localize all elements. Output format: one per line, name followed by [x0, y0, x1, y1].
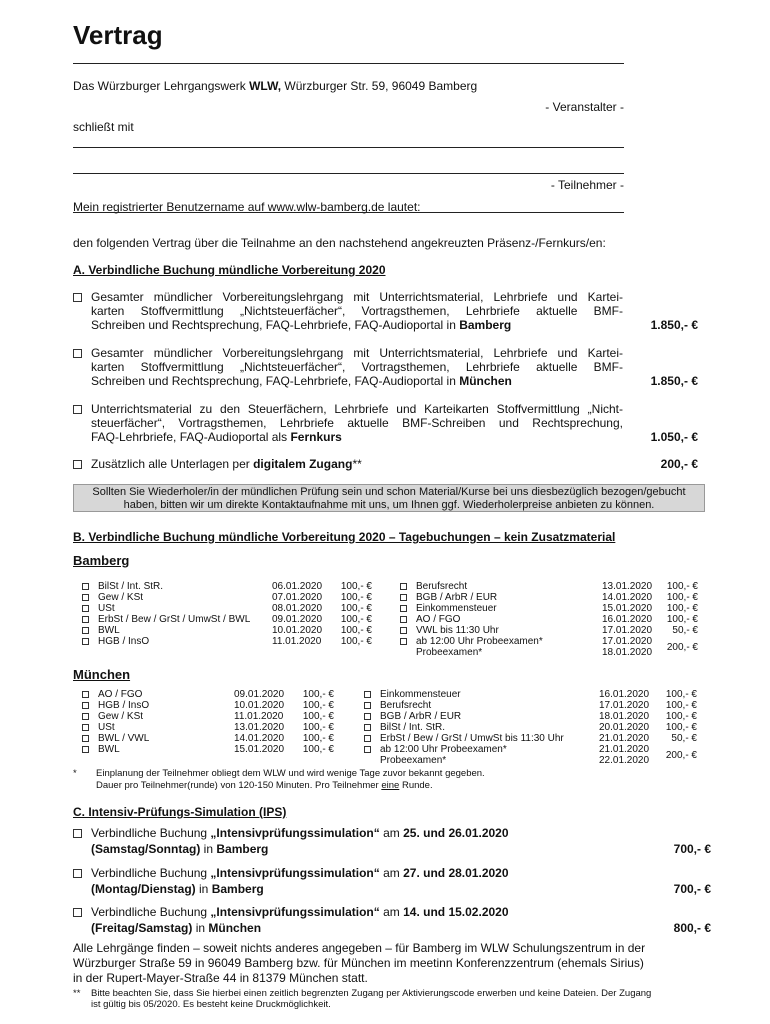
day-date: 18.01.2020	[599, 711, 650, 722]
digital-bold: digitalem Zugang	[253, 457, 353, 471]
day-subject: BWL	[98, 625, 120, 636]
day-row	[400, 603, 700, 614]
ips-dates: 14. und 15.02.2020	[403, 905, 509, 919]
day-checkbox[interactable]	[400, 627, 407, 634]
ips-text: Verbindliche Buchung	[91, 866, 211, 880]
item-line: Unterrichtsmaterial zu den Steuerfächern, Lehrbriefe und Karteikarten Stoffvermittlung „Nicht-	[91, 402, 623, 416]
ips-place: Bamberg	[211, 882, 264, 896]
day-date: 16.01.2020	[599, 689, 650, 700]
day-price: 100,- €	[340, 625, 372, 636]
ips-days: (Montag/Dienstag)	[91, 882, 196, 896]
day-date: 17.01.2020	[599, 700, 650, 711]
ips-place: München	[208, 921, 262, 935]
day-price: 100,- €	[302, 700, 334, 711]
day-date: 06.01.2020	[272, 581, 323, 592]
closes-with: schließt mit	[73, 120, 134, 134]
day-checkbox[interactable]	[82, 605, 89, 612]
day-checkbox[interactable]	[364, 724, 371, 731]
day-date: 08.01.2020	[272, 603, 323, 614]
day-date: 15.01.2020	[602, 603, 653, 614]
ips-price: 800,- €	[673, 921, 711, 935]
muenchen-heading: München	[73, 667, 131, 682]
organizer-pre: Das Würzburger Lehrgangswerk	[73, 79, 250, 93]
day-subject: HGB / InsO	[98, 636, 150, 647]
username-line[interactable]	[73, 212, 624, 213]
footnote-text: Runde.	[399, 780, 433, 791]
day-row	[82, 603, 372, 614]
participant-line-2[interactable]	[73, 173, 624, 174]
ips-dates: 27. und 28.01.2020	[403, 866, 509, 880]
day-checkbox[interactable]	[364, 713, 371, 720]
digital-text: Zusätzlich alle Unterlagen per	[91, 457, 254, 471]
day-price: 100,- €	[340, 592, 372, 603]
day-row	[364, 689, 699, 700]
item-line	[91, 430, 342, 444]
ips-name: „Intensivprüfungssimulation“	[210, 905, 380, 919]
checkbox-c3[interactable]	[73, 908, 82, 917]
day-price: 50,- €	[672, 625, 698, 636]
checkbox-a1[interactable]	[73, 293, 82, 302]
day-price: 100,- €	[340, 603, 372, 614]
ips-days: (Samstag/Sonntag)	[91, 842, 201, 856]
section-b-heading: B. Verbindliche Buchung mündliche Vorbereitung 2020 – Tagebuchungen – kein Zusatzmaterial	[73, 530, 616, 544]
day-checkbox[interactable]	[400, 605, 407, 612]
ips-name: „Intensivprüfungssimulation“	[210, 826, 380, 840]
day-checkbox[interactable]	[82, 746, 89, 753]
ips-text: am	[379, 866, 404, 880]
item-line: karten Stoffvermittlung „Nichtsteuerfächer“, Vortragsthemen, Lehrbriefe aktuelle BMF-	[91, 360, 623, 374]
day-price: 100,- €	[302, 689, 334, 700]
section-a-heading: A. Verbindliche Buchung mündliche Vorbereitung 2020	[73, 263, 386, 277]
day-checkbox[interactable]	[82, 691, 89, 698]
day-row	[82, 689, 337, 700]
day-price: 100,- €	[302, 722, 334, 733]
exam-row	[364, 744, 699, 766]
footnote2-star: **	[73, 988, 81, 999]
ips-text: in	[200, 842, 217, 856]
ips-dates: 25. und 26.01.2020	[403, 826, 509, 840]
day-date: 15.01.2020	[234, 744, 285, 755]
day-date: 21.01.2020	[599, 733, 650, 744]
day-date: 13.01.2020	[234, 722, 285, 733]
item-line: Gesamter mündlicher Vorbereitungslehrgang mit Unterrichtsmaterial, Lehrbriefe und Kartei-	[91, 346, 623, 360]
day-row	[82, 581, 372, 592]
day-subject: Einkommensteuer	[416, 603, 497, 614]
day-checkbox[interactable]	[82, 702, 89, 709]
day-row	[82, 636, 372, 647]
day-checkbox[interactable]	[400, 594, 407, 601]
day-checkbox[interactable]	[400, 616, 407, 623]
footnote-text: Dauer pro Teilnehmer(runde) von 120-150 Minuten. Pro Teilnehmer	[96, 780, 382, 791]
day-date: 16.01.2020	[602, 614, 653, 625]
day-date: 07.01.2020	[272, 592, 323, 603]
item-place: München	[459, 374, 512, 388]
day-price: 100,- €	[340, 614, 372, 625]
day-row	[82, 700, 337, 711]
digital-mark: **	[352, 457, 362, 471]
item-price: 1.850,- €	[650, 374, 698, 388]
ips-text: Verbindliche Buchung	[91, 905, 211, 919]
item-price: 1.050,- €	[650, 430, 698, 444]
divider	[73, 63, 624, 64]
day-row	[82, 733, 337, 744]
day-date: 11.01.2020	[234, 711, 284, 722]
checkbox-c2[interactable]	[73, 869, 82, 878]
ips-text: Verbindliche Buchung	[91, 826, 211, 840]
footnote2-line: ist gültig bis 05/2020. Es besteht keine Druckmöglichkeit.	[91, 999, 331, 1010]
bamberg-heading: Bamberg	[73, 553, 130, 568]
exam-subject: Probeexamen*	[380, 755, 447, 766]
day-date: 09.01.2020	[272, 614, 323, 625]
item-line	[91, 318, 511, 332]
footnote2-text	[91, 988, 716, 1010]
day-price: 100,- €	[666, 581, 698, 592]
day-row	[364, 700, 699, 711]
venues-text	[73, 941, 713, 986]
day-subject: BWL / VWL	[98, 733, 150, 744]
day-subject: Gew / KSt	[98, 711, 144, 722]
day-date: 20.01.2020	[599, 722, 650, 733]
venues-line: Würzburger Straße 59 in 96049 Bamberg bzw. für München im meetinn Konferenzzentrum (ehemals Sirius)	[73, 956, 644, 970]
checkbox-a2[interactable]	[73, 349, 82, 358]
item-line: steuerfächer“, Vortragsthemen, Lehrbriefe aktuelle BMF-Schreiben und Rechtsprechung,	[91, 416, 623, 430]
day-checkbox[interactable]	[82, 594, 89, 601]
ips-place: Bamberg	[216, 842, 269, 856]
checkbox-c1[interactable]	[73, 829, 82, 838]
checkbox-digital[interactable]	[73, 460, 82, 469]
exam-date: 22.01.2020	[599, 755, 650, 766]
day-row	[400, 614, 700, 625]
footnote-underlined: eine	[381, 780, 400, 791]
day-date: 14.01.2020	[602, 592, 653, 603]
exam-date: 21.01.2020	[599, 744, 650, 755]
day-row	[82, 625, 372, 636]
section-c-heading: C. Intensiv-Prüfungs-Simulation (IPS)	[73, 805, 287, 819]
exam-checkbox[interactable]	[400, 638, 407, 645]
day-price: 100,- €	[302, 744, 334, 755]
item-place: Fernkurs	[290, 430, 342, 444]
day-row	[82, 744, 337, 755]
day-checkbox[interactable]	[364, 691, 371, 698]
day-row	[400, 592, 700, 603]
day-subject: ErbSt / Bew / GrSt / UmwSt bis 11:30 Uhr	[380, 733, 564, 744]
item-line	[91, 374, 512, 388]
day-subject: BGB / ArbR / EUR	[380, 711, 462, 722]
organizer-role: - Veranstalter -	[545, 100, 624, 114]
day-subject: BWL	[98, 744, 120, 755]
day-subject: BGB / ArbR / EUR	[416, 592, 498, 603]
username-label: Mein registrierter Benutzername auf www.wlw-bamberg.de lautet:	[73, 200, 421, 214]
digital-price: 200,- €	[660, 457, 698, 471]
day-subject: HGB / InsO	[98, 700, 150, 711]
item-text: Schreiben und Rechtsprechung, FAQ-Lehrbriefe, FAQ-Audioportal in	[91, 318, 460, 332]
day-subject: Berufsrecht	[380, 700, 432, 711]
exam-date: 17.01.2020	[602, 636, 653, 647]
day-checkbox[interactable]	[82, 713, 89, 720]
organizer-name: WLW,	[249, 79, 282, 93]
exam-subject: Probeexamen*	[416, 647, 483, 658]
footnote-star: *	[73, 768, 77, 779]
item-line: Gesamter mündlicher Vorbereitungslehrgang mit Unterrichtsmaterial, Lehrbriefe und Kartei-	[91, 290, 623, 304]
day-date: 11.01.2020	[272, 636, 322, 647]
day-checkbox[interactable]	[82, 583, 89, 590]
day-date: 10.01.2020	[234, 700, 285, 711]
venues-line: Alle Lehrgänge finden – soweit nichts anderes angegeben – für Bamberg im WLW Schulungszentrum in der	[73, 941, 646, 955]
day-price: 100,- €	[340, 581, 372, 592]
day-checkbox[interactable]	[400, 583, 407, 590]
day-date: 13.01.2020	[602, 581, 653, 592]
participant-role: - Teilnehmer -	[550, 178, 624, 192]
day-subject: Berufsrecht	[416, 581, 468, 592]
day-row	[82, 592, 372, 603]
day-price: 100,- €	[666, 614, 698, 625]
day-row	[82, 722, 337, 733]
day-row	[82, 711, 337, 722]
day-row	[364, 711, 699, 722]
exam-date: 18.01.2020	[602, 647, 653, 658]
note-line: Sollten Sie Wiederholer/in der mündlichen Prüfung sein und schon Material/Kurse bei uns diesbezüglich bezogen/gebucht	[92, 486, 686, 498]
day-price: 100,- €	[665, 722, 697, 733]
ips-days: (Freitag/Samstag)	[91, 921, 193, 935]
checkbox-a3[interactable]	[73, 405, 82, 414]
day-subject: AO / FGO	[416, 614, 461, 625]
day-date: 10.01.2020	[272, 625, 323, 636]
day-subject: BilSt / Int. StR.	[380, 722, 446, 733]
day-row	[364, 733, 699, 744]
day-subject: USt	[98, 722, 115, 733]
page-title: Vertrag	[73, 20, 163, 50]
day-row	[82, 614, 372, 625]
exam-checkbox[interactable]	[364, 746, 371, 753]
exam-subject: ab 12:00 Uhr Probeexamen*	[380, 744, 507, 755]
day-subject: ErbSt / Bew / GrSt / UmwSt / BWL	[98, 614, 251, 625]
ips-text: in	[195, 882, 212, 896]
venues-line: in der Rupert-Mayer-Straße 44 in 81379 München statt.	[73, 971, 368, 985]
day-price: 100,- €	[302, 711, 334, 722]
day-price: 100,- €	[665, 700, 697, 711]
item-place: Bamberg	[459, 318, 512, 332]
day-row	[364, 722, 699, 733]
ips-price: 700,- €	[673, 882, 711, 896]
participant-line-1[interactable]	[73, 147, 624, 148]
footnote2-line: Bitte beachten Sie, dass Sie hierbei einen zeitlich begrenzten Zugang per Aktivierungscode erwerben und keine Dateien. Der Zugang	[91, 988, 652, 999]
day-subject: AO / FGO	[98, 689, 143, 700]
day-price: 100,- €	[666, 603, 698, 614]
day-row	[400, 625, 700, 636]
day-price: 100,- €	[340, 636, 372, 647]
organizer-address: Würzburger Str. 59, 96049 Bamberg	[281, 79, 478, 93]
item-line: karten Stoffvermittlung „Nichtsteuerfächer“, Vortragsthemen, Lehrbriefe aktuelle BMF-	[91, 304, 623, 318]
day-checkbox[interactable]	[364, 702, 371, 709]
ips-name: „Intensivprüfungssimulation“	[210, 866, 380, 880]
note-line: haben, bitten wir um direkte Kontaktaufnahme mit uns, um Ihnen ggf. Wiederholerpreise anbieten zu können.	[123, 499, 655, 511]
item-price: 1.850,- €	[650, 318, 698, 332]
day-subject: Einkommensteuer	[380, 689, 461, 700]
item-text: Schreiben und Rechtsprechung, FAQ-Lehrbriefe, FAQ-Audioportal in	[91, 374, 460, 388]
footnote-line	[96, 780, 433, 791]
day-date: 09.01.2020	[234, 689, 285, 700]
day-checkbox[interactable]	[82, 627, 89, 634]
organizer-line	[73, 79, 477, 93]
day-checkbox[interactable]	[82, 638, 89, 645]
day-checkbox[interactable]	[364, 735, 371, 742]
item-text: FAQ-Lehrbriefe, FAQ-Audioportal als	[91, 430, 291, 444]
day-subject: VWL bis 11:30 Uhr	[416, 625, 499, 636]
day-row	[400, 581, 700, 592]
day-price: 50,- €	[671, 733, 697, 744]
day-checkbox[interactable]	[82, 735, 89, 742]
intro-text: den folgenden Vertrag über die Teilnahme an den nachstehend angekreuzten Präsenz-/Fernkurs/en:	[73, 236, 606, 250]
ips-text: in	[192, 921, 209, 935]
day-date: 14.01.2020	[234, 733, 285, 744]
day-price: 100,- €	[665, 711, 697, 722]
day-date: 17.01.2020	[602, 625, 653, 636]
day-subject: BilSt / Int. StR.	[98, 581, 164, 592]
footnote-line: Einplanung der Teilnehmer obliegt dem WLW und wird wenige Tage zuvor bekannt gegeben.	[96, 768, 485, 779]
exam-price: 200,- €	[666, 642, 698, 653]
ips-price: 700,- €	[673, 842, 711, 856]
ips-text: am	[379, 826, 404, 840]
day-subject: USt	[98, 603, 115, 614]
exam-price: 200,- €	[665, 750, 697, 761]
day-subject: Gew / KSt	[98, 592, 144, 603]
ips-text: am	[379, 905, 404, 919]
day-checkbox[interactable]	[82, 724, 89, 731]
day-price: 100,- €	[665, 689, 697, 700]
day-price: 100,- €	[666, 592, 698, 603]
exam-subject: ab 12:00 Uhr Probeexamen*	[416, 636, 543, 647]
exam-row	[400, 636, 700, 658]
repeater-note	[73, 484, 705, 512]
day-price: 100,- €	[302, 733, 334, 744]
day-checkbox[interactable]	[82, 616, 89, 623]
